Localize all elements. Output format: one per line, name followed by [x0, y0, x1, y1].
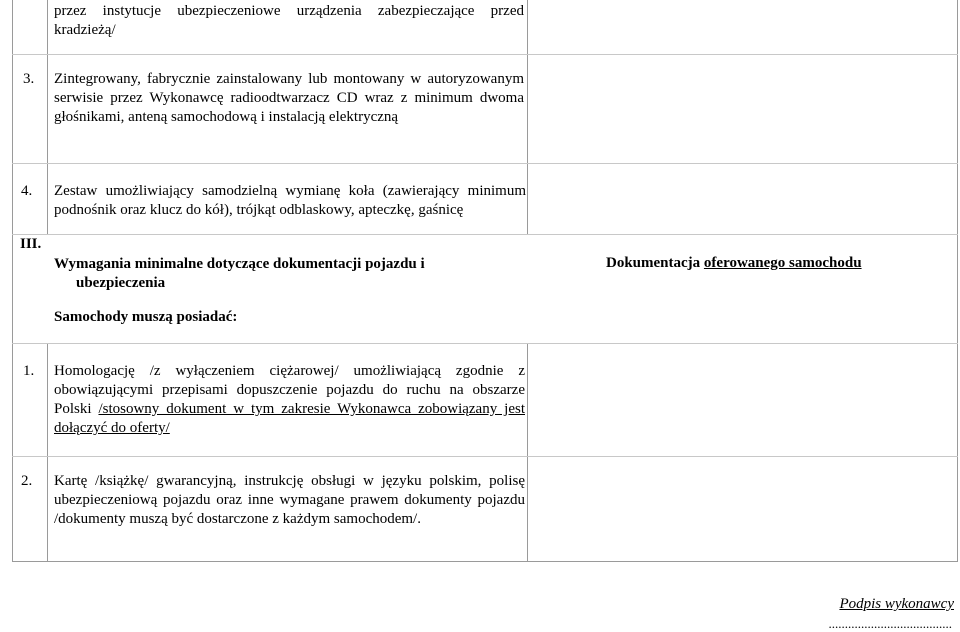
table-row-divider [12, 343, 958, 344]
table-column-divider [527, 0, 528, 234]
table-border-left [12, 0, 13, 561]
signature-line: ...................................... [828, 616, 952, 631]
requirement-text: Zintegrowany, fabrycznie zainstalowany lub montowany w autoryzowanym serwisie przez Wykonawcę radioodtwarzacz CD wraz z minimum dwoma głośnikami, anteną samochodową i instalacją elektryczną [54, 71, 524, 125]
table-border-right [957, 0, 958, 561]
signature-label: Podpis wykonawcy [839, 596, 954, 612]
table-column-divider [47, 0, 48, 234]
table-column-divider [527, 343, 528, 561]
section-right-heading [606, 255, 862, 272]
item-number: 2. [21, 473, 33, 489]
heading-prefix: Dokumentacja [606, 255, 704, 271]
requirement-text-continued: przez instytucje ubezpieczeniowe urządzenia zabezpieczające przed kradzieżą/ [54, 3, 524, 38]
table-row-divider [12, 54, 958, 55]
table-row-divider [12, 234, 958, 235]
section-number: III. [20, 236, 42, 252]
item-number: 1. [23, 363, 35, 379]
table-row-divider [12, 456, 958, 457]
requirement-text: Zestaw umożliwiający samodzielną wymianę koła (zawierający minimum podnośnik oraz klucz do kół), trójkąt odblaskowy, apteczkę, gaśnicę [54, 183, 526, 218]
item-number: 4. [21, 183, 33, 199]
section-subheading: Samochody muszą posiadać: [54, 309, 238, 325]
requirement-text: Kartę /książkę/ gwarancyjną, instrukcję obsługi w języku polskim, polisę ubezpieczeniową pojazdu oraz inne wymagane prawem dokumenty pojazdu /dokumenty muszą być dostarczone z każdym samochodem/. [54, 473, 525, 527]
requirement-text-main: Homologację /z wyłączeniem ciężarowej/ umożliwiającą zgodnie z obowiązującymi przepisami dopuszczenie pojazdu do ruchu na obszarze Polski [54, 363, 525, 417]
requirement-text-underlined: /stosowny dokument w tym zakresie Wykonawca zobowiązany jest dołączyć do oferty/ [54, 401, 525, 436]
table-column-divider [47, 343, 48, 561]
item-number: 3. [23, 71, 35, 87]
table-row-divider [12, 163, 958, 164]
requirement-text [54, 362, 525, 438]
section-title: Wymagania minimalne dotyczące dokumentacji pojazdu i ubezpieczenia [54, 256, 425, 291]
heading-underlined: oferowanego samochodu [703, 255, 862, 271]
table-border-bottom [12, 561, 958, 562]
